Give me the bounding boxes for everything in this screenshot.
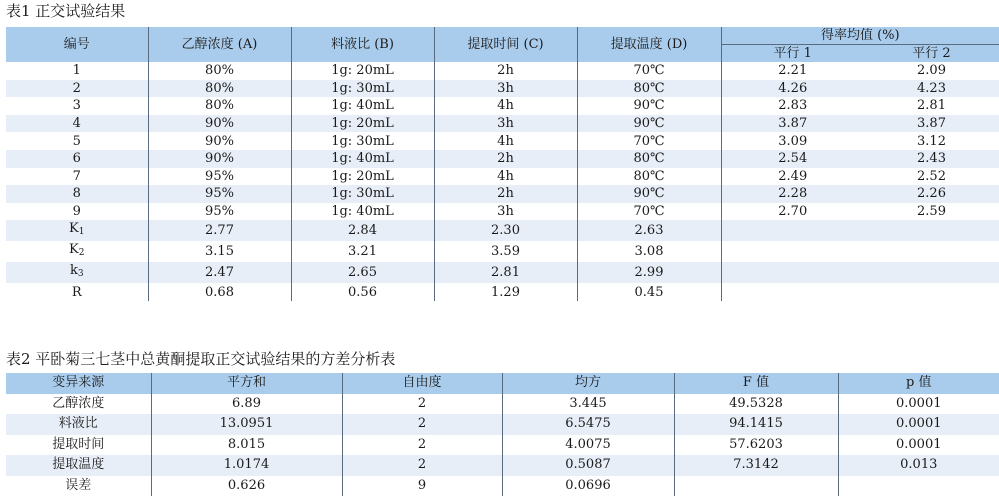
- header-p-value: p 值: [838, 373, 999, 394]
- table-cell: 0.013: [838, 455, 999, 476]
- empty-cell: [721, 241, 864, 262]
- empty-cell: [864, 283, 999, 301]
- table2-header-row: [6, 373, 999, 394]
- empty-cell: [864, 220, 999, 241]
- stats-label-text: K: [69, 221, 79, 237]
- table-cell: 2: [342, 455, 502, 476]
- table-cell: 80%: [148, 62, 291, 80]
- table-cell: 6.89: [151, 394, 342, 415]
- table-cell: 90℃: [577, 97, 721, 115]
- stats-label-subscript: 3: [77, 269, 84, 280]
- table-row: [6, 150, 999, 168]
- anova-table: [6, 373, 999, 496]
- table-row: [6, 476, 999, 497]
- table-cell: 2.09: [864, 62, 999, 80]
- table-cell: 80℃: [577, 150, 721, 168]
- header-parallel-2: 平行 2: [864, 45, 999, 63]
- table-row: [6, 414, 999, 435]
- header-no: 编号: [6, 27, 148, 62]
- table-cell: 2: [342, 414, 502, 435]
- table-cell: 80%: [148, 80, 291, 98]
- empty-cell: [721, 283, 864, 301]
- table-cell: 90℃: [577, 185, 721, 203]
- stats-cell: 3.59: [434, 241, 577, 262]
- table-cell: 1g: 40mL: [291, 150, 434, 168]
- stats-label: [6, 283, 148, 301]
- table-cell: 8.015: [151, 435, 342, 456]
- stats-label: [6, 262, 148, 283]
- table-cell: 7: [6, 168, 148, 186]
- table-cell: 2.28: [721, 185, 864, 203]
- stats-label-text: k: [69, 263, 78, 279]
- empty-cell: [864, 241, 999, 262]
- header-sum-of-squares: 平方和: [151, 373, 342, 394]
- table-cell: 4h: [434, 97, 577, 115]
- table-row: [6, 80, 999, 98]
- stats-cell: 2.30: [434, 220, 577, 241]
- stats-label-subscript: 2: [78, 248, 85, 259]
- stats-cell: 1.29: [434, 283, 577, 301]
- table1-caption: 表1 正交试验结果: [6, 2, 126, 20]
- stats-cell: 2.99: [577, 262, 721, 283]
- table-cell: 0.0001: [838, 435, 999, 456]
- table-cell: 13.0951: [151, 414, 342, 435]
- header-parallel-1: 平行 1: [721, 45, 864, 63]
- orthogonal-results-table: [6, 27, 999, 301]
- stats-cell: 3.08: [577, 241, 721, 262]
- table-cell: 2.21: [721, 62, 864, 80]
- table-cell: 9: [342, 476, 502, 497]
- table-cell: 1.0174: [151, 455, 342, 476]
- table-cell: 1g: 20mL: [291, 115, 434, 133]
- table-row: [6, 168, 999, 186]
- stats-cell: 0.68: [148, 283, 291, 301]
- table-cell: 70℃: [577, 203, 721, 221]
- table-cell: 1g: 20mL: [291, 168, 434, 186]
- table-cell: 70℃: [577, 62, 721, 80]
- empty-cell: [721, 262, 864, 283]
- empty-cell: [864, 262, 999, 283]
- table-cell: 2.52: [864, 168, 999, 186]
- table-cell: 3h: [434, 80, 577, 98]
- stats-label-subscript: 1: [78, 227, 85, 238]
- empty-cell: [721, 220, 864, 241]
- table-row: [6, 97, 999, 115]
- stats-cell: 2.84: [291, 220, 434, 241]
- stats-cell: 2.77: [148, 220, 291, 241]
- stats-cell: 0.45: [577, 283, 721, 301]
- table-cell: 3.09: [721, 132, 864, 150]
- table-cell: 90℃: [577, 115, 721, 133]
- stats-label-text: K: [69, 242, 79, 258]
- table-cell: 2.70: [721, 203, 864, 221]
- table-cell: 4.26: [721, 80, 864, 98]
- stats-cell: 2.47: [148, 262, 291, 283]
- table-cell: 57.6203: [674, 435, 838, 456]
- table-cell: 0.0696: [502, 476, 674, 497]
- table-row: [6, 62, 999, 80]
- table-cell: 0.0001: [838, 394, 999, 415]
- table1-header-row: [6, 27, 999, 45]
- table-cell: 3.445: [502, 394, 674, 415]
- table-cell: 2.43: [864, 150, 999, 168]
- table2-caption: 表2 平卧菊三七茎中总黄酮提取正交试验结果的方差分析表: [6, 350, 396, 368]
- table-cell: 2.59: [864, 203, 999, 221]
- table-row: [6, 115, 999, 133]
- table-cell: 4h: [434, 168, 577, 186]
- table-cell: 误差: [6, 476, 151, 497]
- table-cell: 4: [6, 115, 148, 133]
- table-cell: 8: [6, 185, 148, 203]
- table-cell: 9: [6, 203, 148, 221]
- stats-row: [6, 283, 999, 301]
- stats-label: [6, 220, 148, 241]
- header-yield: 得率均值 (%): [721, 27, 999, 45]
- header-source: 变异来源: [6, 373, 151, 394]
- header-df: 自由度: [342, 373, 502, 394]
- table-cell: 6.5475: [502, 414, 674, 435]
- table-cell: 5: [6, 132, 148, 150]
- table-cell: 1g: 30mL: [291, 80, 434, 98]
- stats-label-text: R: [71, 284, 82, 300]
- table-cell: 2.49: [721, 168, 864, 186]
- stats-row: [6, 262, 999, 283]
- table-cell: 3.12: [864, 132, 999, 150]
- table-cell: 2: [342, 394, 502, 415]
- table-cell: 94.1415: [674, 414, 838, 435]
- table-cell: 3.87: [721, 115, 864, 133]
- table-cell: 3: [6, 97, 148, 115]
- table-row: [6, 185, 999, 203]
- stats-cell: 2.63: [577, 220, 721, 241]
- table-cell: 95%: [148, 203, 291, 221]
- table-cell: 49.5328: [674, 394, 838, 415]
- table-cell: 95%: [148, 185, 291, 203]
- header-ethanol: 乙醇浓度 (A): [148, 27, 291, 62]
- table-cell: 6: [6, 150, 148, 168]
- stats-cell: 3.15: [148, 241, 291, 262]
- table-cell: 4.23: [864, 80, 999, 98]
- table-cell: 2h: [434, 185, 577, 203]
- table-cell: 90%: [148, 150, 291, 168]
- table-cell: 1g: 30mL: [291, 185, 434, 203]
- table-cell: 0.5087: [502, 455, 674, 476]
- stats-row: [6, 220, 999, 241]
- header-time: 提取时间 (C): [434, 27, 577, 62]
- table-cell: 1g: 20mL: [291, 62, 434, 80]
- stats-cell: 2.81: [434, 262, 577, 283]
- table-row: [6, 132, 999, 150]
- table-cell: 2.81: [864, 97, 999, 115]
- table-row: [6, 455, 999, 476]
- header-ratio: 料液比 (B): [291, 27, 434, 62]
- table-cell: 80℃: [577, 80, 721, 98]
- table-cell: [674, 476, 838, 497]
- table-cell: 7.3142: [674, 455, 838, 476]
- table-cell: [838, 476, 999, 497]
- table-cell: 2h: [434, 62, 577, 80]
- table-cell: 80%: [148, 97, 291, 115]
- table-cell: 0.0001: [838, 414, 999, 435]
- stats-label: [6, 241, 148, 262]
- stats-cell: 0.56: [291, 283, 434, 301]
- header-mean-square: 均方: [502, 373, 674, 394]
- table-cell: 1g: 40mL: [291, 203, 434, 221]
- table-cell: 料液比: [6, 414, 151, 435]
- table-cell: 3h: [434, 203, 577, 221]
- table-cell: 95%: [148, 168, 291, 186]
- table-cell: 2: [342, 435, 502, 456]
- table-cell: 提取时间: [6, 435, 151, 456]
- table-cell: 2.83: [721, 97, 864, 115]
- table-cell: 70℃: [577, 132, 721, 150]
- table-cell: 2h: [434, 150, 577, 168]
- table-cell: 90%: [148, 132, 291, 150]
- table-cell: 4h: [434, 132, 577, 150]
- table-cell: 3.87: [864, 115, 999, 133]
- table-cell: 0.626: [151, 476, 342, 497]
- table-cell: 4.0075: [502, 435, 674, 456]
- table-cell: 90%: [148, 115, 291, 133]
- table-cell: 2: [6, 80, 148, 98]
- table-row: [6, 394, 999, 415]
- stats-row: [6, 241, 999, 262]
- table-cell: 2.26: [864, 185, 999, 203]
- header-f-value: F 值: [674, 373, 838, 394]
- table-cell: 80℃: [577, 168, 721, 186]
- table-row: [6, 203, 999, 221]
- table-cell: 1: [6, 62, 148, 80]
- header-temperature: 提取温度 (D): [577, 27, 721, 62]
- table-cell: 1g: 40mL: [291, 97, 434, 115]
- table-row: [6, 435, 999, 456]
- table-cell: 乙醇浓度: [6, 394, 151, 415]
- table-cell: 2.54: [721, 150, 864, 168]
- table-cell: 3h: [434, 115, 577, 133]
- stats-cell: 2.65: [291, 262, 434, 283]
- stats-cell: 3.21: [291, 241, 434, 262]
- table-cell: 提取温度: [6, 455, 151, 476]
- table-cell: 1g: 30mL: [291, 132, 434, 150]
